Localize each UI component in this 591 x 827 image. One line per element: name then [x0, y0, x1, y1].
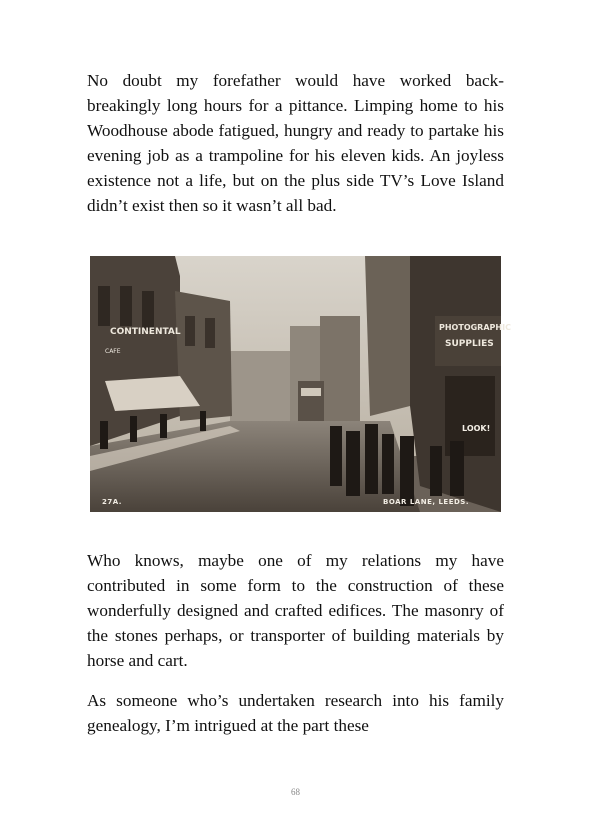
sign-photographic: PHOTOGRAPHIC [439, 323, 511, 332]
page-number: 68 [291, 787, 300, 797]
paragraph-1: No doubt my forefather would have worked back-breakingly long hours for a pittance. Limping home to his Woodhouse abode fatigued, hungry and ready to partake his evening job as a trampoline for his eleven kids. An joyless existence not a life, but on the plus side TV’s Love Island didn’t exist then so it wasn’t all bad. [87, 71, 504, 215]
sign-supplies: SUPPLIES [445, 339, 494, 349]
sign-look: LOOK! [462, 424, 491, 433]
street-photograph [90, 256, 511, 512]
sign-cafe: CAFE [105, 348, 121, 355]
paragraph-3: As someone who’s undertaken research into his family genealogy, I’m intrigued at the part these [87, 691, 504, 735]
sign-continental: CONTINENTAL [110, 327, 181, 337]
photo-caption-number: 27A. [102, 498, 122, 506]
photo-caption-location: BOAR LANE, LEEDS. [383, 498, 469, 506]
photo-illustration [90, 256, 511, 512]
paragraph-2: Who knows, maybe one of my relations my have contributed in some form to the construction of these wonderfully designed and crafted edifices. The masonry of the stones perhaps, or transporter of building materials by horse and cart. [87, 551, 504, 670]
